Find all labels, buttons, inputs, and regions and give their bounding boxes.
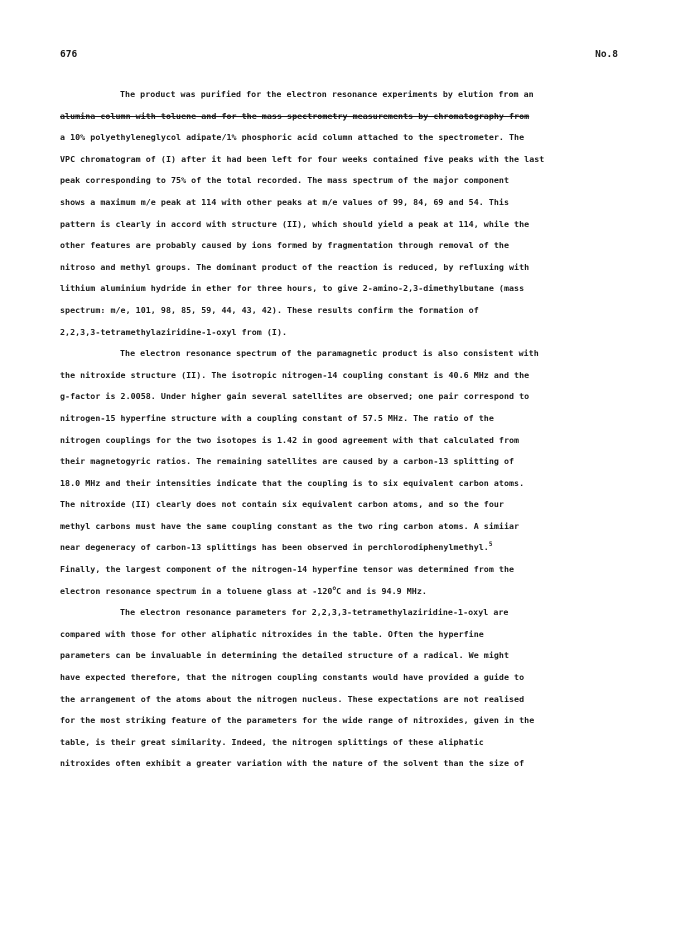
text-line: methyl carbons must have the same coupling constant as the two ring carbon atoms. A simiiar <box>60 520 520 531</box>
text-line: VPC chromatogram of (I) after it had been left for four weeks contained five peaks with the last <box>60 153 545 164</box>
text-line: a 10% polyethyleneglycol adipate/1% phosphoric acid column attached to the spectrometer. The <box>60 132 525 143</box>
text-line: The nitroxide (II) clearly does not contain six equivalent carbon atoms, and so the four <box>60 499 504 510</box>
text-fragment: electron resonance spectrum in a toluene glass at -120 <box>60 585 333 596</box>
issue-number: No.8 <box>595 49 618 60</box>
text-fragment: C and is 94.9 MHz. <box>336 585 427 596</box>
degree-mark: o <box>332 584 337 592</box>
text-line: table, is their great similarity. Indeed, the nitrogen splittings of these aliphatic <box>60 736 484 747</box>
text-line: parameters can be invaluable in determining the detailed structure of a radical. We might <box>60 650 510 661</box>
footnote-reference: 5 <box>488 541 493 549</box>
text-line: 18.0 MHz and their intensities indicate that the coupling is to six equivalent carbon atoms. <box>60 477 525 488</box>
text-line: nitroso and methyl groups. The dominant product of the reaction is reduced, by refluxing with <box>60 261 530 272</box>
text-line: The electron resonance spectrum of the paramagnetic product is also consistent with <box>120 348 539 359</box>
text-line: other features are probably caused by ions formed by fragmentation through removal of the <box>60 240 510 251</box>
text-line <box>60 581 620 603</box>
text-line: compared with those for other aliphatic nitroxides in the table. Often the hyperfine <box>60 628 484 639</box>
text-line: nitrogen-15 hyperfine structure with a coupling constant of 57.5 MHz. The ratio of the <box>60 412 494 423</box>
text-line: lithium aluminium hydride in ether for three hours, to give 2-amino-2,3-dimethylbutane (mass <box>60 283 525 294</box>
text-line: have expected therefore, that the nitrogen coupling constants would have provided a guide to <box>60 672 525 683</box>
text-line: nitroxides often exhibit a greater variation with the nature of the solvent than the size of <box>60 758 525 769</box>
text-line: The product was purified for the electron resonance experiments by elution from an <box>120 89 534 99</box>
text-line: The electron resonance parameters for 2,2,3,3-tetramethylaziridine-1-oxyl are <box>120 607 509 618</box>
text-line <box>60 537 620 559</box>
text-line: shows a maximum m/e peak at 114 with other peaks at m/e values of 99, 84, 69 and 54. This <box>60 196 510 207</box>
text-fragment: near degeneracy of carbon-13 splittings has been observed in perchlorodiphenylmethyl. <box>60 542 489 553</box>
text-line: their magnetogyric ratios. The remaining satellites are caused by a carbon-13 splitting of <box>60 456 515 467</box>
text-line: Finally, the largest component of the nitrogen-14 hyperfine tensor was determined from the <box>60 564 515 575</box>
text-line: the arrangement of the atoms about the nitrogen nucleus. These expectations are not realised <box>60 693 525 704</box>
text-line: the nitroxide structure (II). The isotropic nitrogen-14 coupling constant is 40.6 MHz and the <box>60 369 530 380</box>
text-line: pattern is clearly in accord with structure (II), which should yield a peak at 114, while the <box>60 218 530 229</box>
text-line: peak corresponding to 75% of the total recorded. The mass spectrum of the major component <box>60 175 510 186</box>
page-number: 676 <box>60 49 78 60</box>
page-header <box>60 49 618 65</box>
body-text <box>60 84 620 775</box>
text-line: 2,2,3,3-tetramethylaziridine-1-oxyl from (I). <box>60 326 288 337</box>
text-line: nitrogen couplings for the two isotopes is 1.42 in good agreement with that calculated from <box>60 434 520 445</box>
text-line-struck: alumina column with toluene and for the mass spectrometry measurements by chromatography from <box>60 110 530 121</box>
text-line: for the most striking feature of the parameters for the wide range of nitroxides, given in the <box>60 715 535 726</box>
text-line: spectrum: m/e, 101, 98, 85, 59, 44, 43, 42). These results confirm the formation of <box>60 304 479 315</box>
text-line: g-factor is 2.0058. Under higher gain several satellites are observed; one pair correspond to <box>60 391 530 402</box>
